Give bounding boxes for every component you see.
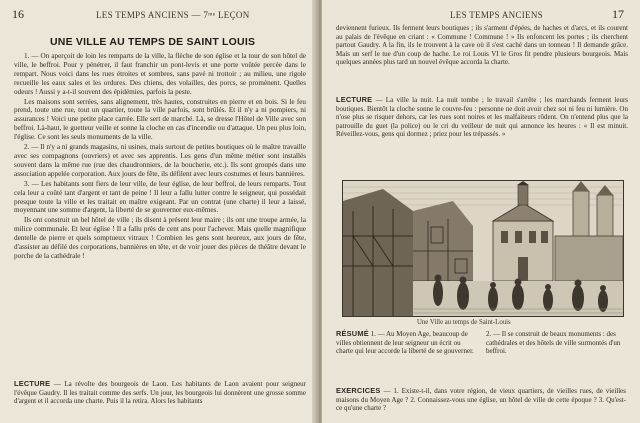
paragraph-4: 3. — Les habitants sont fiers de leur ville, de leur église, de leur beffroi, de leurs remparts. Tout cela leur a coûté tant d'argent et tant de peine ! Il leur a fallu lutter contre le seigneur, qui possédait presque toute la ville et les traitait en maître exigeant. Par un contrat (une charte) il leur a laissé, moyennant une somme d'argent, la liberté de se gouverner eux-mêmes. bbox=[14, 179, 306, 215]
resume-point-2: 2. — Il se construit de beaux monuments : des cathédrales et des hôtels de ville surmontés d'un beffroi. bbox=[486, 330, 621, 356]
lecture-continuation: deviennent furieux. Ils ferment leurs boutiques ; ils s'arment d'épées, de haches et d'arcs, et ils courent au palais de l'évêque en criant : « Commune ! Commune ! » Ils enfoncent les portes ; ils cherchent partout Gaudry. A la fin, ils le trouvent à la cave où il s'est caché dans un tonneau ! Il demande grâce. Mais un serf le tue d'un coup de hache. Le roi Louis VI le Gros fit pendre plusieurs bourgeois. Mais quelques années plus tard un nouvel évêque accorda la charte. bbox=[336, 24, 628, 67]
lecture-text-left: Les habitants de Laon avaient pour seigneur l'évêque Gaudry. Il les traitait comme des serfs. Un jour, les bourgeois lui donnèrent une grosse somme d'argent et il accorda une charte. Puis il la retira. Alors les habitants bbox=[14, 380, 307, 406]
right-page bbox=[322, 0, 640, 423]
lecture-laon bbox=[14, 380, 306, 406]
paragraph-3: 2. — Il n'y a ni grands magasins, ni usines, mais surtout de petites boutiques où le maître travaille avec ses compagnons (ouvriers) et avec ses apprentis. Les gens d'un même métier sont installés souvent dans la même rue (rue des chaudronniers, de la boucherie, etc.). Ils sont groupés dans une association appelée corporation. Aux jours de fête, ils défilent avec leurs costumes et leurs bannières. bbox=[14, 143, 306, 178]
chapter-title: UNE VILLE AU TEMPS DE SAINT LOUIS bbox=[50, 36, 256, 48]
lecture-title-right: — La ville la nuit. bbox=[375, 96, 434, 104]
paragraph-1: 1. — On aperçoit de loin les remparts de la ville, la flèche de son église et la tour de son hôtel de ville, le beffroi. Pour y pénétrer, il faut franchir un pont-levis et une porte voûtée percée dans le rempart. Nous voici dans les rues étroites et sombres, sans pavé ni trottoir ; au milieu, une rigole recueille les eaux sales et les ordures. Des chiens, des volailles, des porcs, se promènent. Quelles odeurs ! Aussi y a-t-il souvent des épidémies, parfois la peste. bbox=[14, 52, 306, 96]
illustration-caption: Une Ville au temps de Saint-Louis bbox=[417, 319, 511, 326]
medieval-town-illustration bbox=[342, 180, 624, 317]
exercises-label: EXERCICES bbox=[336, 386, 381, 395]
lecture-label-left: LECTURE bbox=[14, 379, 51, 388]
paragraph-5: Ils ont construit un bel hôtel de ville ; ils disent à présent leur maire ; ils ont une troupe armée, la milice communale. Et leur église ! Il a fallu près de cent ans pour l'achever. Mais quelle magnifique dentelle de pierre et quels somptueux vitraux ! Combien les gens sont heureux, aux jours de fête, d'assister au défilé des corporations, bannières en tête, et de voir jouer des pièces de théâtre devant le porche de la cathédrale ! bbox=[14, 216, 306, 260]
running-head-right: LES TEMPS ANCIENS bbox=[450, 10, 543, 20]
lecture-label-right: LECTURE bbox=[336, 95, 373, 104]
resume-text-1: 1. — Au Moyen Age, beaucoup de villes obtiennent de leur seigneur un écrit ou charte qui leur accorde la liberté de se gouverner. bbox=[336, 330, 474, 356]
lecture-title-left: — La révolte des bourgeois de Laon. bbox=[53, 380, 169, 388]
lecture-night bbox=[336, 96, 628, 139]
exercises-block bbox=[336, 387, 626, 413]
running-head-left: LES TEMPS ANCIENS — 7ᵐᵉ LEÇON bbox=[96, 10, 250, 20]
page-number-right: 17 bbox=[612, 7, 624, 21]
paragraph-2: Les maisons sont serrées, sans alignement, très hautes, construites en pierre et en bois. Si le feu prend, toute une rue, tout un quartier, toute la ville parfois, sont brûlés. Et il n'y a ni pompiers, ni assurances ! Voici une petite place carrée. Elle sert de marché. Là, se dresse l'Hôtel de Ville avec son beffroi. Là-haut, le guetteur veille et sonne la cloche en cas d'incendie ou d'attaque. Un peu plus loin, l'église. Ce sont les seuls monuments de la ville. bbox=[14, 97, 306, 142]
lesson-body bbox=[14, 52, 306, 262]
town-engraving bbox=[343, 181, 623, 316]
exercises-text: — 1. Existe-t-il, dans votre région, de vieux quartiers, de vieilles rues, de vieilles maisons du Moyen Age ? 2. Connaissez-vous une église, un hôtel de ville de cette époque ? 3. Qu'est-ce qu'une charte ? bbox=[336, 387, 626, 413]
resume-point-1 bbox=[336, 330, 476, 356]
resume-label: RÉSUMÉ bbox=[336, 329, 369, 338]
lecture-text-right: La nuit tombe ; le travail s'arrête ; les marchands ferment leurs boutiques. Bientôt la cloche sonne le couvre-feu : personne ne doit avoir chez soi ni feu ni lumière. On n'ose plus se risquer dehors, car les rues sont noires et les malfaiteurs rôdent. On n'entend plus que la patrouille du guet (la police) ou le cri du veilleur de nuit qui annonce les heures : « Il est minuit. Réveillez-vous, gens qui dormez ; priez pour les trépassés. » bbox=[336, 96, 629, 139]
left-page bbox=[0, 0, 318, 423]
page-number-left: 16 bbox=[12, 7, 24, 21]
